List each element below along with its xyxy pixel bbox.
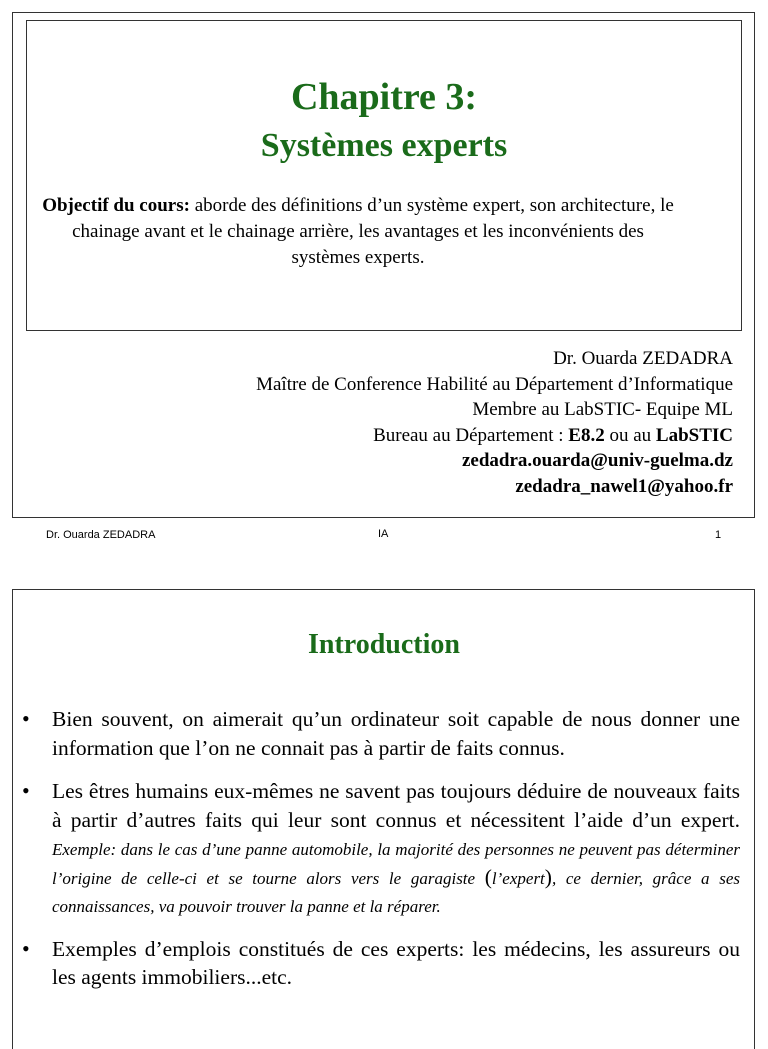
bullet-dot: • (22, 935, 30, 961)
office-lab: LabSTIC (655, 424, 733, 446)
bullet-list (20, 705, 740, 1007)
office-room: E8.2 (568, 424, 605, 446)
author-email-1: zedadra.ouarda@univ-guelma.dz (461, 450, 733, 472)
bullet-item (20, 935, 740, 992)
author-office (93, 423, 733, 449)
author-name: Dr. Ouarda ZEDADRA (553, 348, 733, 369)
objective-label: Objectif du cours: (42, 195, 190, 216)
bullet-example (52, 840, 740, 916)
author-position: Maître de Conference Habilité au Département d’Informatique (256, 373, 733, 395)
example-part-b: l’expert (491, 868, 545, 888)
objective-text: aborde des définitions d’un système expert, son architecture, le chainage avant et le chainage arrière, les avantages et les inconvénients des systèmes experts. (72, 195, 674, 268)
bullet-dot: • (22, 778, 30, 803)
office-or: ou au (604, 424, 656, 446)
chapter-title: Chapitre 3: (290, 76, 478, 118)
bullet-item (20, 705, 740, 762)
bullet-text: Les êtres humains eux-mêmes ne savent pas toujours déduire de nouveaux faits à partir d’autres faits qui leur sont connus et nécessitent l’aide d’un expert. (52, 779, 740, 832)
footer-author: Dr. Ouarda ZEDADRA (46, 529, 156, 541)
author-membership: Membre au LabSTIC- Equipe ML (472, 399, 733, 421)
title-box (26, 20, 742, 331)
example-paren-close: ) (544, 864, 552, 889)
office-prefix: Bureau au Département : (373, 424, 569, 446)
course-objective (40, 193, 676, 271)
bullet-item (20, 777, 740, 920)
author-email-2: zedadra_nawel1@yahoo.fr (515, 475, 733, 497)
example-paren-open: ( (484, 864, 492, 889)
bullet-text: Bien souvent, on aimerait qu’un ordinateur soit capable de nous donner une information que l’on ne connait pas à partir de faits connus. (52, 707, 740, 760)
chapter-subtitle: Systèmes experts (260, 127, 508, 164)
bullet-text: Exemples d’emplois constitués de ces experts: les médecins, les assureurs ou les agents immobiliers...etc. (52, 936, 740, 989)
introduction-title: Introduction (308, 629, 460, 660)
example-part-c: , ce dernier, grâce a ses connaissances, va pouvoir trouver la panne et la réparer. (52, 868, 740, 916)
author-block (93, 346, 733, 500)
footer-course: IA (378, 528, 389, 540)
example-part-a: Exemple: dans le cas d’une panne automobile, la majorité des personnes ne peuvent pas déterminer l’origine de celle-ci et se tourne alors vers le garagiste (52, 840, 740, 888)
footer-page-number: 1 (715, 529, 722, 541)
bullet-dot: • (22, 706, 30, 731)
